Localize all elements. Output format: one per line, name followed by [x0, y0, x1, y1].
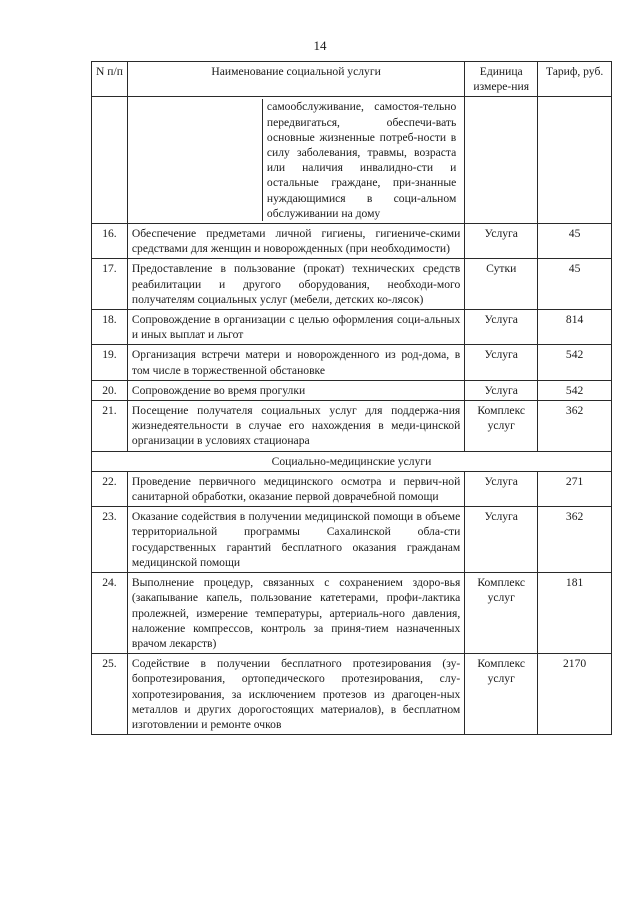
- continuation-row: [92, 97, 612, 224]
- service-name: [127, 471, 464, 506]
- service-name-text: Предоставление в пользование (прокат) технических средств реабилитации и другого оборудования, необходи-мого получателям социальных услуг (мебели, детских ко-лясок): [131, 262, 461, 306]
- service-name-text: Посещение получателя социальных услуг для поддержа-ния жизнедеятельности в случае его нахождения в меди-цинской организации в условиях стационара: [131, 404, 461, 448]
- service-name: [127, 345, 464, 380]
- services-table: [91, 61, 612, 735]
- tariff-value: 362: [538, 401, 612, 452]
- unit-of-measure: Комплекс услуг: [465, 654, 538, 735]
- table-header-row: [92, 62, 612, 97]
- header-unit: Единица измере-ния: [465, 62, 538, 97]
- row-number: 23.: [92, 507, 128, 573]
- section-row: [92, 451, 612, 471]
- row-number: 16.: [92, 224, 128, 259]
- tariff-value: 181: [538, 573, 612, 654]
- row-number: 19.: [92, 345, 128, 380]
- service-name-text: Проведение первичного медицинского осмотра и первич-ной санитарной обработки, оказание первой доврачебной помощи: [131, 474, 461, 504]
- unit-of-measure: Комплекс услуг: [465, 401, 538, 452]
- table-row: [92, 573, 612, 654]
- table-row: [92, 224, 612, 259]
- service-name: [127, 310, 464, 345]
- continuation-blank: [132, 99, 263, 221]
- service-name: [127, 573, 464, 654]
- continuation-name-cell: [127, 97, 464, 224]
- row-number: 25.: [92, 654, 128, 735]
- unit-of-measure: Услуга: [465, 345, 538, 380]
- service-name: [127, 401, 464, 452]
- table-row: [92, 471, 612, 506]
- tariff-value: 45: [538, 224, 612, 259]
- table-row: [92, 507, 612, 573]
- continuation-num: [92, 97, 128, 224]
- table-row: [92, 380, 612, 400]
- unit-of-measure: Услуга: [465, 310, 538, 345]
- table-row: [92, 345, 612, 380]
- row-number: 24.: [92, 573, 128, 654]
- page-number: 14: [313, 38, 327, 53]
- service-name-text: Оказание содействия в получении медицинской помощи в объеме территориальной программы Сахалинской обла-сти государственных гарантий бесплатного оказания гражданам медицинской помощи: [131, 510, 461, 569]
- tariff-value: 814: [538, 310, 612, 345]
- tariff-value: 271: [538, 471, 612, 506]
- service-name: [127, 259, 464, 310]
- unit-of-measure: Услуга: [465, 471, 538, 506]
- tariff-value: 362: [538, 507, 612, 573]
- table-row: [92, 401, 612, 452]
- service-name: [127, 507, 464, 573]
- row-number: 22.: [92, 471, 128, 506]
- header-tariff: Тариф, руб.: [538, 62, 612, 97]
- service-name-text: Сопровождение во время прогулки: [131, 383, 306, 397]
- unit-of-measure: Комплекс услуг: [465, 573, 538, 654]
- service-name-text: Организация встречи матери и новорожденного из род-дома, в том числе в торжественной обстановке: [131, 348, 461, 377]
- unit-of-measure: Сутки: [465, 259, 538, 310]
- unit-of-measure: Услуга: [465, 380, 538, 400]
- unit-of-measure: Услуга: [465, 224, 538, 259]
- table-row: [92, 259, 612, 310]
- header-num: N п/п: [92, 62, 128, 97]
- service-name: [127, 380, 464, 400]
- continuation-tariff: [538, 97, 612, 224]
- table-row: [92, 310, 612, 345]
- continuation-text: самообслуживание, самостоя-тельно передвигаться, обеспечи-вать основные жизненные потреб-ности в силу заболевания, травмы, возраста или наличия инвалидно-сти и остальные граждане, при-знанные нуждающимися в соци-альном обслуживании на дому: [266, 100, 457, 220]
- service-name-text: Выполнение процедур, связанных с сохранением здоро-вья (закапывание капель, пользование катетерами, профи-лактика пролежней, измерение температуры, артериаль-ного давления, наложение компрессов, контроль за приня-тием назначенных врачом лекарств): [131, 576, 461, 650]
- tariff-value: 542: [538, 380, 612, 400]
- section-title: Социально-медицинские услуги: [92, 451, 612, 471]
- row-number: 20.: [92, 380, 128, 400]
- service-name: [127, 654, 464, 735]
- header-name: Наименование социальной услуги: [127, 62, 464, 97]
- row-number: 21.: [92, 401, 128, 452]
- service-name-text: Обеспечение предметами личной гигиены, гигиениче-скими средствами для женщин и новорожденных (при необходимости): [131, 227, 461, 256]
- tariff-value: 2170: [538, 654, 612, 735]
- service-name: [127, 224, 464, 259]
- unit-of-measure: Услуга: [465, 507, 538, 573]
- service-name-text: Сопровождение в организации с целью оформления соци-альных и иных выплат и льгот: [131, 313, 461, 342]
- row-number: 17.: [92, 259, 128, 310]
- table-row: [92, 654, 612, 735]
- tariff-value: 542: [538, 345, 612, 380]
- continuation-unit: [465, 97, 538, 224]
- tariff-value: 45: [538, 259, 612, 310]
- row-number: 18.: [92, 310, 128, 345]
- service-name-text: Содействие в получении бесплатного протезирования (зу-бопротезирования, ортопедического протезирования, слу-хопротезирования, за исключением протезов из драгоцен-ных металлов и других дорогостоящих материалов), в бесплатном изготовлении и ремонте очков: [131, 657, 461, 731]
